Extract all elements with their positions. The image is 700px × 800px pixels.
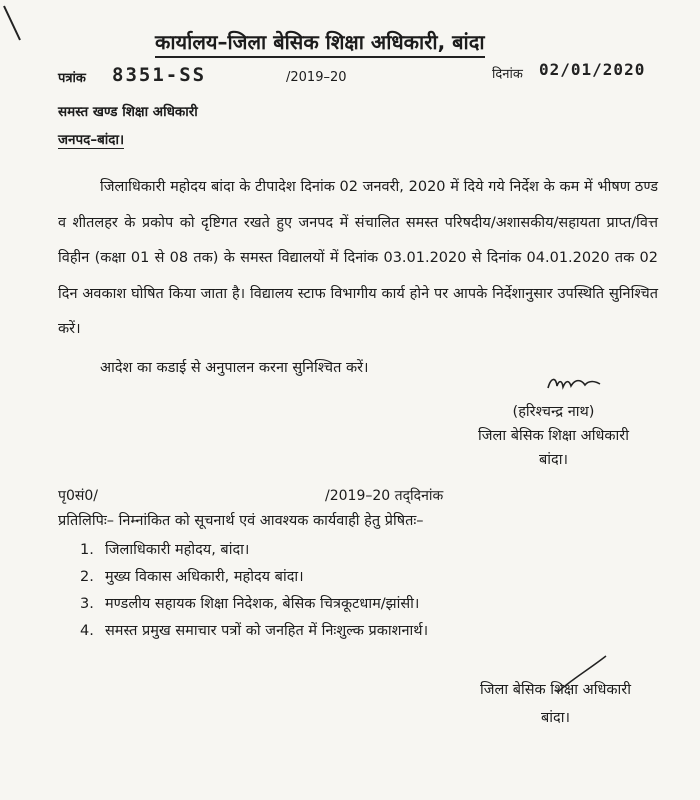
ref-number-handwritten: 8351-SS	[112, 64, 207, 86]
list-number: 4.	[80, 623, 94, 639]
list-number: 1.	[80, 542, 94, 558]
recipient-line1: समस्त खण्ड शिक्षा अधिकारी	[58, 104, 198, 120]
office-title: कार्यालय–जिला बेसिक शिक्षा अधिकारी, बांदा	[155, 28, 485, 58]
recipient-line2: जनपद–बांदा।	[58, 132, 125, 148]
copy-ref-year: /2019–20 तद्‌दिनांक	[325, 488, 444, 504]
list-number: 3.	[80, 596, 94, 612]
list-item	[80, 564, 428, 591]
body-paragraph: जिलाधिकारी महोदय बांदा के टीपादेश दिनांक 02 जनवरी, 2020 में दिये गये निर्देश के कम में भीषण ठण्ड व शीतलहर के प्रकोप को दृष्टिगत रखते हुए जनपद में संचालित समस्त परिषदीय/अशासकीय/सहायता प्राप्त/वित्त विहीन (कक्षा 01 से 08 तक) के समस्त विद्यालयों में दिनांक 03.01.2020 से दिनांक 04.01.2020 तक 02 दिन अवकाश घोषित किया जाता है। विद्यालय स्टाफ विभागीय कार्य होने पर आपके निर्देशानुसार उपस्थिति सुनिश्चित करें।	[58, 179, 658, 337]
copy-recipients-list	[80, 537, 428, 645]
ref-year: /2019–20	[286, 70, 347, 85]
list-text: समस्त प्रमुख समाचार पत्रों को जनहित में निःशुल्क प्रकाशनार्थ।	[105, 623, 429, 639]
bottom-signature-block	[480, 676, 631, 732]
signatory-designation: जिला बेसिक शिक्षा अधिकारी	[478, 428, 629, 444]
order-line: आदेश का कडाई से अनुपालन करना सुनिश्चित करें।	[100, 360, 369, 376]
bottom-place: बांदा।	[541, 710, 570, 726]
date-value-handwritten: 02/01/2020	[539, 60, 646, 79]
list-item	[80, 537, 428, 564]
ref-label: पत्रांक	[58, 71, 86, 86]
copy-ref-label: पृ0सं0/	[58, 488, 98, 504]
list-item	[80, 618, 428, 645]
date-label: दिनांक	[492, 67, 523, 82]
copy-intro: प्रतिलिपिः– निम्नांकित को सूचनार्थ एवं आवश्यक कार्यवाही हेतु प्रेषितः–	[58, 513, 424, 529]
signatory-name: (हरिश्चन्द्र नाथ)	[512, 404, 595, 420]
corner-pen-mark	[0, 0, 30, 50]
signatory-place: बांदा।	[539, 452, 568, 468]
signature-scribble	[545, 374, 605, 396]
list-text: मण्डलीय सहायक शिक्षा निदेशक, बेसिक चित्रकूटधाम/झांसी।	[105, 596, 420, 612]
list-text: मुख्य विकास अधिकारी, महोदय बांदा।	[105, 569, 304, 585]
list-text: जिलाधिकारी महोदय, बांदा।	[105, 542, 250, 558]
signature-block	[478, 400, 629, 472]
bottom-designation: जिला बेसिक शिक्षा अधिकारी	[480, 682, 631, 698]
list-item	[80, 591, 428, 618]
list-number: 2.	[80, 569, 94, 585]
